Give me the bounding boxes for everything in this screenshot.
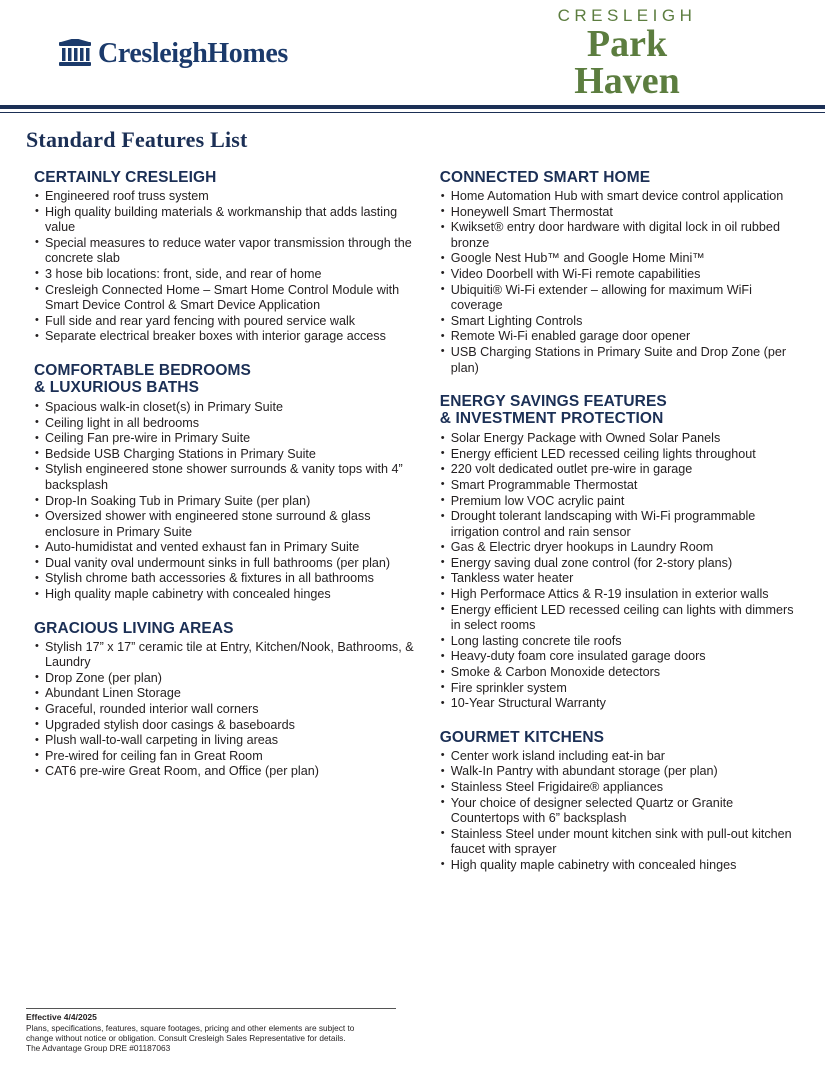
list-item: • Energy saving dual zone control (for 2-story plans) [440,556,801,572]
list-item: • High Performace Attics & R-19 insulation in exterior walls [440,587,801,603]
feature-section [440,169,801,376]
list-item: • Stylish chrome bath accessories & fixtures in all bathrooms [34,571,418,587]
list-item: • Your choice of designer selected Quartz or Granite Countertops with 6” backsplash [440,796,801,827]
feature-section [34,362,418,603]
list-item: • Cresleigh Connected Home – Smart Home Control Module with Smart Device Control & Smart Device Application [34,283,418,314]
list-item: • Walk-In Pantry with abundant storage (per plan) [440,764,801,780]
park-haven-line-1: Park [586,23,668,65]
right-column [426,169,801,891]
list-item: • CAT6 pre-wire Great Room, and Office (per plan) [34,764,418,780]
list-item: • 10-Year Structural Warranty [440,696,801,712]
list-item: • Special measures to reduce water vapor transmission through the concrete slab [34,236,418,267]
list-item: • Honeywell Smart Thermostat [440,205,801,221]
list-item: • Energy efficient LED recessed ceiling can lights with dimmers in select rooms [440,603,801,634]
section-heading: CERTAINLY CRESLEIGH [34,169,217,186]
feature-list [34,640,418,780]
disclaimer-line-2: change without notice or obligation. Consult Cresleigh Sales Representative for details. [26,1033,346,1043]
list-item: • Energy efficient LED recessed ceiling lights throughout [440,447,801,463]
list-item: • Upgraded stylish door casings & baseboards [34,718,418,734]
feature-list [440,189,801,376]
list-item: • Smart Programmable Thermostat [440,478,801,494]
section-heading: GRACIOUS LIVING AREAS [34,619,234,637]
page-title: Standard Features List [26,127,248,152]
cresleigh-homes-logo [58,38,288,70]
list-item: • Ubiquiti® Wi-Fi extender – allowing for maximum WiFi coverage [440,283,801,314]
list-item: • Smart Lighting Controls [440,314,801,330]
header-rule-thick [0,105,825,109]
list-item: • Tankless water heater [440,571,801,587]
list-item: • Plush wall-to-wall carpeting in living areas [34,733,418,749]
disclaimer-line-3: The Advantage Group DRE #01187063 [26,1043,171,1053]
footer-divider [26,1008,396,1009]
list-item: • Gas & Electric dryer hookups in Laundry Room [440,540,801,556]
features-columns [0,169,825,891]
list-item: • Graceful, rounded interior wall corners [34,702,418,718]
list-item: • Ceiling light in all bedrooms [34,416,418,432]
feature-section [34,169,418,345]
header-rule-thin [0,112,825,113]
list-item: • Drop-In Soaking Tub in Primary Suite (per plan) [34,494,418,510]
list-item: • Stylish engineered stone shower surrounds & vanity tops with 4” backsplash [34,462,418,493]
feature-list [440,749,801,874]
feature-list [34,400,418,603]
park-haven-logo [507,6,747,100]
list-item: • Drought tolerant landscaping with Wi-Fi programmable irrigation control and rain sensor [440,509,801,540]
list-item: • High quality building materials & workmanship that adds lasting value [34,205,418,236]
list-item: • High quality maple cabinetry with concealed hinges [440,858,801,874]
list-item: • Kwikset® entry door hardware with digital lock in oil rubbed bronze [440,220,801,251]
list-item: • Abundant Linen Storage [34,686,418,702]
list-item: • High quality maple cabinetry with concealed hinges [34,587,418,603]
list-item: • Ceiling Fan pre-wire in Primary Suite [34,431,418,447]
list-item: • Solar Energy Package with Owned Solar Panels [440,431,801,447]
list-item: • Remote Wi-Fi enabled garage door opener [440,329,801,345]
list-item: • 3 hose bib locations: front, side, and rear of home [34,267,418,283]
list-item: • Pre-wired for ceiling fan in Great Room [34,749,418,765]
feature-list [34,189,418,345]
list-item: • Heavy-duty foam core insulated garage doors [440,649,801,665]
list-item: • Oversized shower with engineered stone surround & glass enclosure in Primary Suite [34,509,418,540]
list-item: • Center work island including eat-in bar [440,749,801,765]
list-item: • Google Nest Hub™ and Google Home Mini™ [440,251,801,267]
list-item: • 220 volt dedicated outlet pre-wire in garage [440,462,801,478]
list-item: • Smoke & Carbon Monoxide detectors [440,665,801,681]
list-item: • Home Automation Hub with smart device control application [440,189,801,205]
feature-section [34,620,418,780]
list-item: • Spacious walk-in closet(s) in Primary Suite [34,400,418,416]
cresleigh-homes-wordmark: CresleighHomes [98,38,288,69]
effective-date: Effective 4/4/2025 [26,1012,97,1022]
list-item: • Engineered roof truss system [34,189,418,205]
list-item: • Separate electrical breaker boxes with interior garage access [34,329,418,345]
list-item: • Stylish 17” x 17” ceramic tile at Entry, Kitchen/Nook, Bathrooms, & Laundry [34,640,418,671]
section-heading: CONNECTED SMART HOME [439,169,651,186]
list-item: • Premium low VOC acrylic paint [440,494,801,510]
list-item: • Video Doorbell with Wi-Fi remote capabilities [440,267,801,283]
document-footer [26,1008,506,1053]
list-item: • Fire sprinkler system [440,681,801,697]
list-item: • Dual vanity oval undermount sinks in full bathrooms (per plan) [34,556,418,572]
park-haven-brand-eyebrow: CRESLEIGH [557,6,697,25]
list-item: • Full side and rear yard fencing with poured service walk [34,314,418,330]
section-heading: GOURMET KITCHENS [439,728,605,746]
list-item: • Long lasting concrete tile roofs [440,634,801,650]
left-column [26,169,426,891]
feature-section [440,729,801,874]
column-pillar-icon [58,39,92,69]
list-item: • Stainless Steel Frigidaire® appliances [440,780,801,796]
feature-list [440,431,801,712]
section-heading: COMFORTABLE BEDROOMS & LUXURIOUS BATHS [34,361,251,396]
disclaimer-line-1: Plans, specifications, features, square footages, pricing and other elements are subject to [26,1023,355,1033]
feature-section [440,393,801,712]
list-item: • Drop Zone (per plan) [34,671,418,687]
document-header [0,0,825,105]
park-haven-line-2: Haven [574,60,680,102]
list-item: • Stainless Steel under mount kitchen sink with pull-out kitchen faucet with sprayer [440,827,801,858]
list-item: • USB Charging Stations in Primary Suite and Drop Zone (per plan) [440,345,801,376]
list-item: • Auto-humidistat and vented exhaust fan in Primary Suite [34,540,418,556]
section-heading: ENERGY SAVINGS FEATURES & INVESTMENT PROTECTION [439,393,667,428]
list-item: • Bedside USB Charging Stations in Primary Suite [34,447,418,463]
